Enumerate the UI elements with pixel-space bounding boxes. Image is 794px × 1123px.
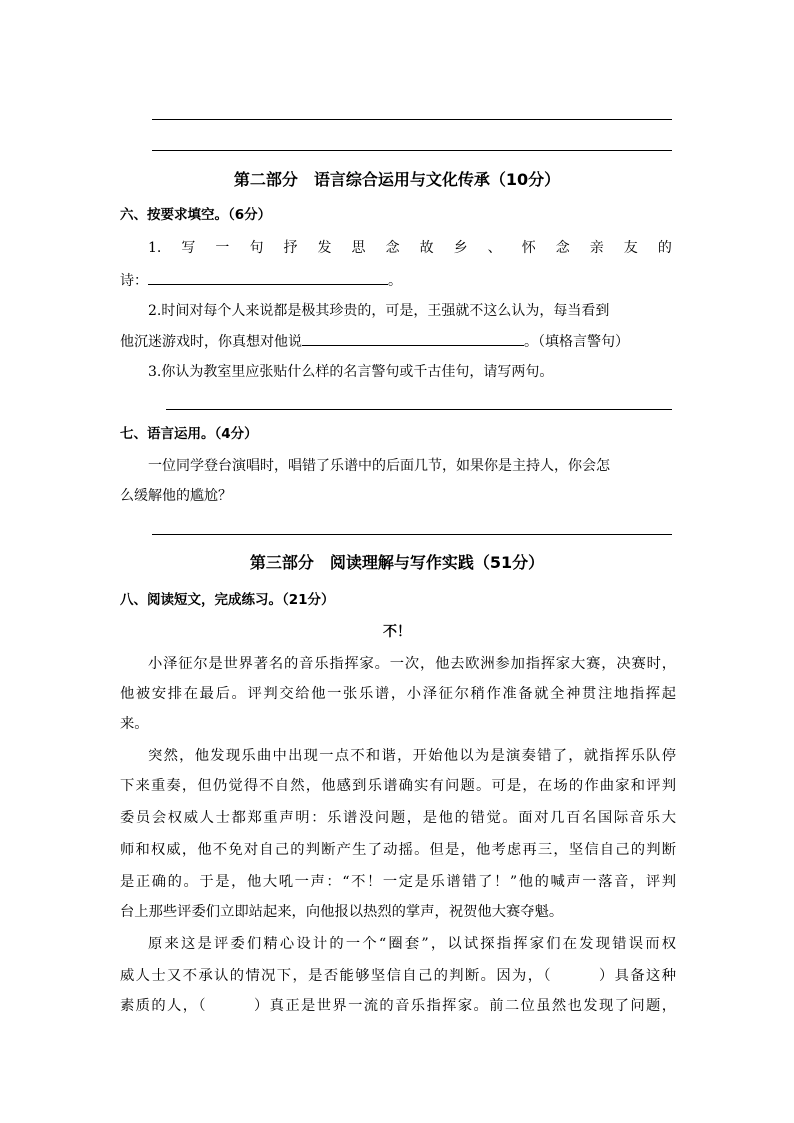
q2-prefix: 他沉迷游戏时，你真想对他说 xyxy=(120,334,302,350)
q2-suffix: 。（填格言警句） xyxy=(524,334,629,350)
q2-answer-blank[interactable] xyxy=(302,331,524,346)
q3-answer-line[interactable] xyxy=(166,409,672,410)
q1-char: 怀 xyxy=(521,240,536,256)
q1-char: 友 xyxy=(623,240,638,256)
q1-char: 句 xyxy=(249,240,264,256)
passage-line: 师和权威，他不免对自己的判断产生了动摇。但是，他考虑再三，坚信自己的判断 xyxy=(120,842,676,858)
q1-char: 1. xyxy=(148,240,162,256)
part2-heading: 第二部分 语言综合运用与文化传承（10分） xyxy=(233,170,561,189)
passage-line: 委员会权威人士都郑重声明：乐谱没问题，是他的错觉。面对几百名国际音乐大 xyxy=(120,810,676,826)
q1-char: 思 xyxy=(351,240,366,256)
passage-line: 突然，他发现乐曲中出现一点不和谐，开始他以为是演奏错了，就指挥乐队停 xyxy=(148,748,676,764)
q1-line1 xyxy=(148,238,672,258)
section6-title: 六、按要求填空。（6分） xyxy=(120,207,272,223)
article-title: 不！ xyxy=(383,624,411,640)
q1-char: 乡 xyxy=(453,240,468,256)
q1-char: 抒 xyxy=(283,240,298,256)
section8-title: 八、阅读短文，完成练习。（21分） xyxy=(120,592,335,608)
answer-line[interactable] xyxy=(152,119,672,120)
q1-char: 、 xyxy=(487,240,502,256)
passage-line: 他被安排在最后。评判交给他一张乐谱，小泽征尔稍作准备就全神贯注地指挥起 xyxy=(120,686,676,702)
q1-line2 xyxy=(120,270,402,291)
q1-prefix: 诗： xyxy=(120,273,148,289)
passage-line: 素质的人，（ ）真正是世界一流的音乐指挥家。前二位虽然也发现了问题， xyxy=(120,998,676,1014)
passage-line: 威人士又不承认的情况下，是否能够坚信自己的判断。因为，（ ）具备这种 xyxy=(120,968,676,984)
q1-char: 一 xyxy=(215,240,230,256)
q3-text: 3.你认为教室里应张贴什么样的名言警句或千古佳句，请写两句。 xyxy=(148,364,554,380)
q1-char: 念 xyxy=(555,240,570,256)
answer-line[interactable] xyxy=(152,150,672,151)
passage-line: 是正确的。于是，他大吼一声：“不！一定是乐谱错了！”他的喊声一落音，评判 xyxy=(120,874,676,890)
section7-answer-line[interactable] xyxy=(152,534,672,535)
passage-line: 原来这是评委们精心设计的一个“圈套”，以试探指挥家们在发现错误而权 xyxy=(148,936,676,952)
passage-line: 来。 xyxy=(120,716,149,732)
passage-line: 小泽征尔是世界著名的音乐指挥家。一次，他去欧洲参加指挥家大赛，决赛时， xyxy=(148,656,676,672)
q2-line1: 2.时间对每个人来说都是极其珍贵的，可是，王强就不这么认为，每当看到 xyxy=(148,303,610,319)
section7-line1: 一位同学登台演唱时，唱错了乐谱中的后面几节，如果你是主持人，你会怎 xyxy=(148,458,610,474)
section7-title: 七、语言运用。（4分） xyxy=(120,426,258,442)
q1-char: 发 xyxy=(317,240,332,256)
passage-line: 下来重奏，但仍觉得不自然，他感到乐谱确实有问题。可是，在场的作曲家和评判 xyxy=(120,778,676,794)
part3-heading: 第三部分 阅读理解与写作实践（51分） xyxy=(249,553,545,572)
q1-char: 写 xyxy=(181,240,196,256)
q1-char: 亲 xyxy=(589,240,604,256)
q2-line2 xyxy=(120,331,629,352)
section7-line2: 么缓解他的尴尬？ xyxy=(120,488,232,504)
q1-answer-blank[interactable] xyxy=(148,270,388,285)
q1-char: 故 xyxy=(419,240,434,256)
q1-char: 的 xyxy=(657,240,672,256)
passage-line: 台上那些评委们立即站起来，向他报以热烈的掌声，祝贺他大赛夺魁。 xyxy=(120,904,564,920)
q1-char: 念 xyxy=(385,240,400,256)
q1-suffix: 。 xyxy=(388,273,402,289)
